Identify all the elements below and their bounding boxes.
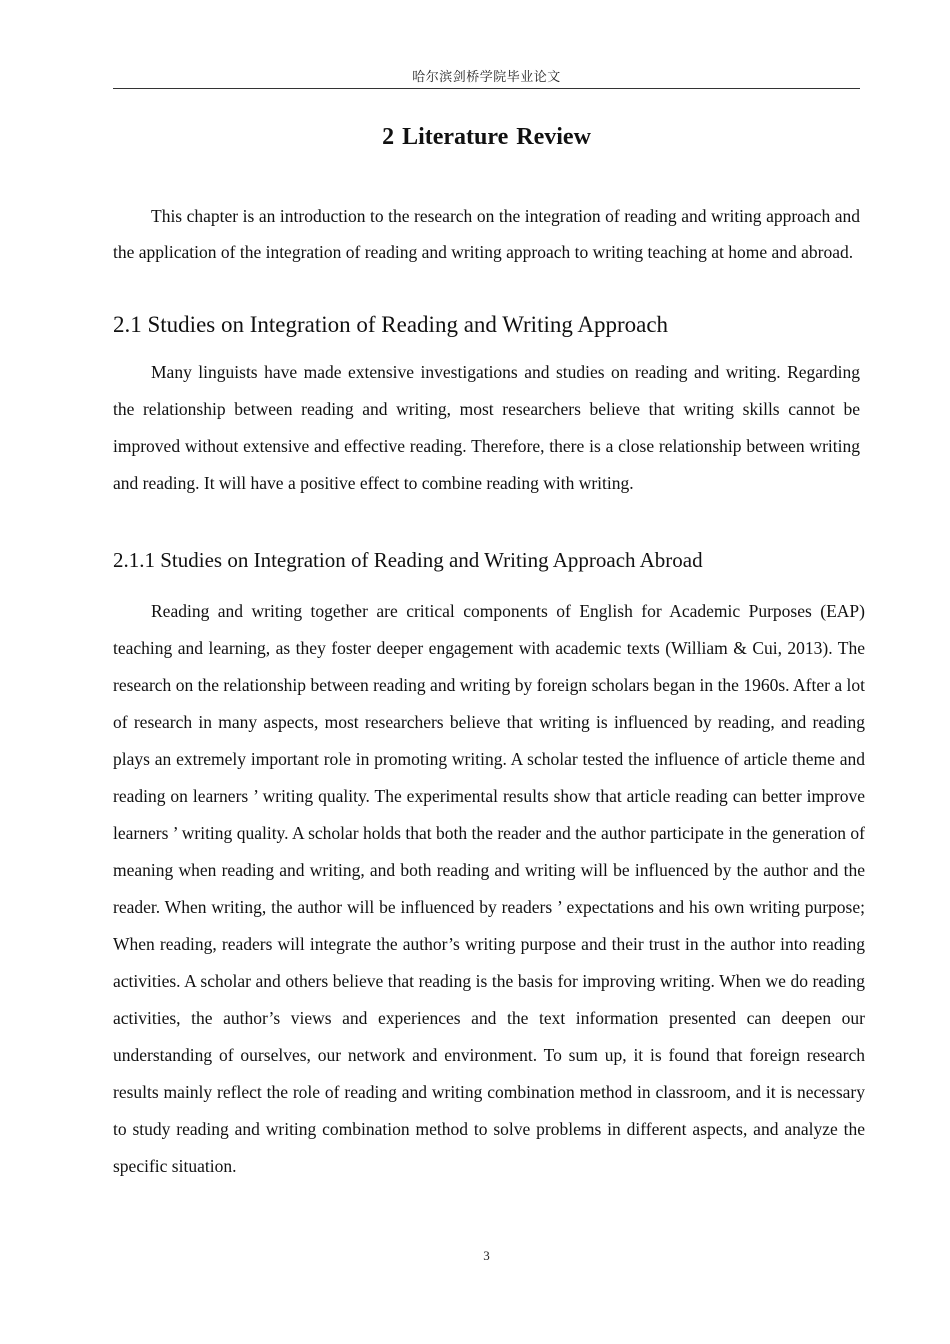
section-heading-2-1-1: 2.1.1 Studies on Integration of Reading and Writing Approach Abroad [113, 548, 703, 572]
chapter-intro-paragraph: This chapter is an introduction to the research on the integration of reading and writing approach and the application of the integration of reading and writing approach to writing teaching at home and abroad. [113, 206, 860, 262]
running-header: 哈尔滨剑桥学院毕业论文 [412, 70, 561, 85]
page-number: 3 [483, 1248, 490, 1263]
header-divider [113, 88, 860, 89]
section-2-1-paragraph: Many linguists have made extensive investigations and studies on reading and writing. Regarding the relationship between reading and writing, most researchers believe that writing skills cannot be improved without extensive and effective reading. Therefore, there is a close relationship between writing and reading. It will have a positive effect to combine reading with writing. [113, 362, 860, 493]
section-2-1-1-paragraph: Reading and writing together are critical components of English for Academic Purposes (EAP) teaching and learning, as they foster deeper engagement with academic texts (William & Cui, 2013). The research on the relationship between reading and writing by foreign scholars began in the 1960s. After a lot of research in many aspects, most researchers believe that writing is influenced by reading, and reading plays an extremely important role in promoting writing. A scholar tested the influence of article theme and reading on learners ’ writing quality. The experimental results show that article reading can better improve learners ’ writing quality. A scholar holds that both the reader and the author participate in the generation of meaning when reading and writing, and both reading and writing will be influenced by the author and the reader. When writing, the author will be influenced by readers ’ expectations and his own writing purpose; When reading, readers will integrate the author’s writing purpose and their trust in the author into reading activities. A scholar and others believe that reading is the basis for improving writing. When we do reading activities, the author’s views and experiences and the text information presented can deepen our understanding of ourselves, our network and environment. To sum up, it is found that foreign research results mainly reflect the role of reading and writing combination method in classroom, and it is necessary to study reading and writing combination method to solve problems in different aspects, and analyze the specific situation. [113, 601, 865, 1176]
section-heading-2-1: 2.1 Studies on Integration of Reading and Writing Approach [113, 312, 669, 337]
chapter-title: 2 Literature Review [382, 124, 591, 150]
